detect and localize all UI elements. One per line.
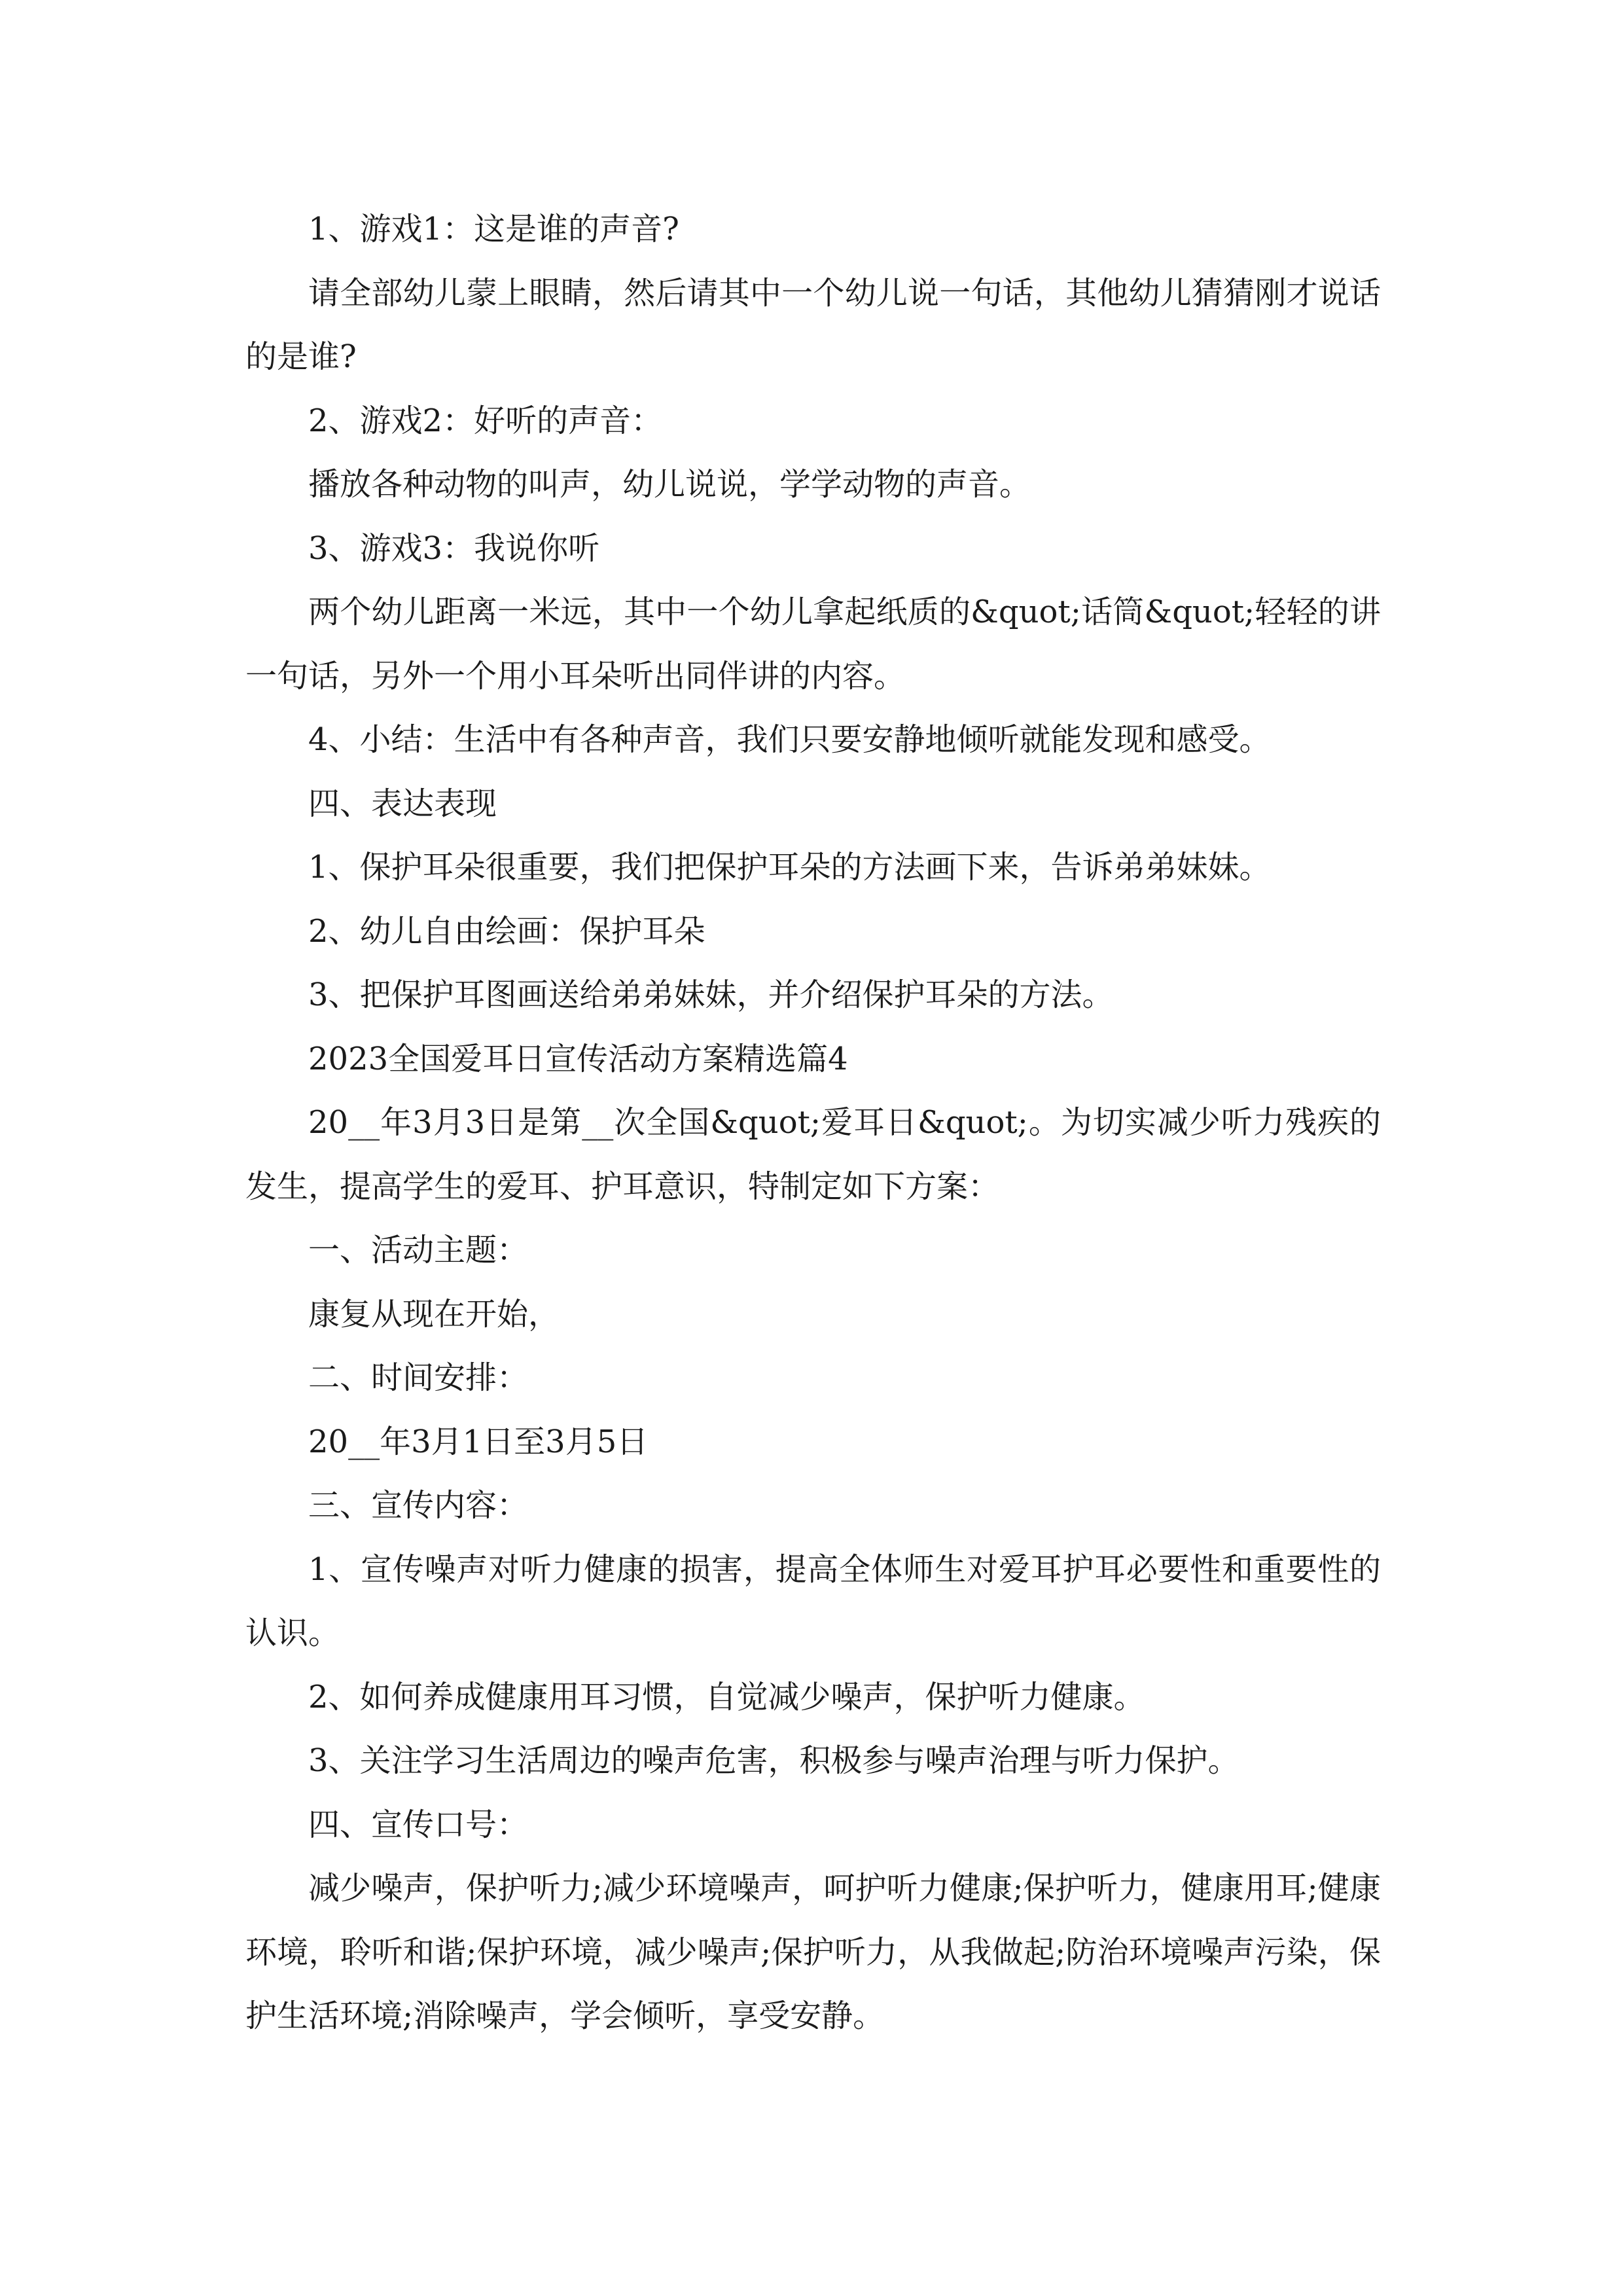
document-body	[245, 198, 1381, 2049]
paragraph-expression-3: 3、把保护耳图画送给弟弟妹妹，并介绍保护耳朵的方法。	[308, 977, 1114, 1013]
section-heading-schedule: 二、时间安排：	[308, 1359, 529, 1396]
paragraph-game-1-body: 请全部幼儿蒙上眼睛，然后请其中一个幼儿说一句话，其他幼儿猜猜刚才说话的是谁?	[245, 274, 1381, 375]
paragraph-game-1-title: 1、游戏1：这是谁的声音?	[308, 211, 679, 247]
paragraph-game-3-title: 3、游戏3：我说你听	[308, 529, 600, 567]
article-title-part-4: 2023全国爱耳日宣传活动方案精选篇4	[308, 1040, 848, 1077]
paragraph-slogans: 减少噪声，保护听力;减少环境噪声，呵护听力健康;保护听力，健康用耳;健康环境，聆听和谐;保护环境，减少噪声;保护听力，从我做起;防治环境噪声污染，保护生活环境;消除噪声，学会倾听，享受安静。	[245, 1870, 1381, 2034]
paragraph-game-2-body: 播放各种动物的叫声，幼儿说说，学学动物的声音。	[308, 466, 1031, 503]
paragraph-content-1: 1、宣传噪声对听力健康的损害，提高全体师生对爱耳护耳必要性和重要性的认识。	[245, 1551, 1381, 1651]
section-heading-slogans: 四、宣传口号：	[308, 1806, 529, 1843]
section-heading-expression: 四、表达表现	[308, 785, 497, 822]
paragraph-intro: 20__年3月3日是第__次全国&quot;爱耳日&quot;。为切实减少听力残疾的发生，提高学生的爱耳、护耳意识，特制定如下方案：	[245, 1104, 1381, 1205]
paragraph-content-2: 2、如何养成健康用耳习惯，自觉减少噪声，保护听力健康。	[308, 1678, 1145, 1715]
section-heading-theme: 一、活动主题：	[308, 1232, 529, 1268]
section-heading-content: 三、宣传内容：	[308, 1487, 529, 1524]
paragraph-game-2-title: 2、游戏2：好听的声音：	[308, 402, 663, 439]
paragraph-game-3-body: 两个幼儿距离一米远，其中一个幼儿拿起纸质的&quot;话筒&quot;轻轻的讲一句话，另外一个用小耳朵听出同伴讲的内容。	[245, 594, 1381, 694]
paragraph-summary: 4、小结：生活中有各种声音，我们只要安静地倾听就能发现和感受。	[308, 721, 1271, 758]
paragraph-theme: 康复从现在开始，	[308, 1295, 560, 1333]
paragraph-expression-1: 1、保护耳朵很重要，我们把保护耳朵的方法画下来，告诉弟弟妹妹。	[308, 849, 1271, 886]
paragraph-schedule: 20__年3月1日至3月5日	[308, 1423, 649, 1460]
paragraph-expression-2: 2、幼儿自由绘画：保护耳朵	[308, 912, 705, 950]
paragraph-content-3: 3、关注学习生活周边的噪声危害，积极参与噪声治理与听力保护。	[308, 1742, 1240, 1779]
